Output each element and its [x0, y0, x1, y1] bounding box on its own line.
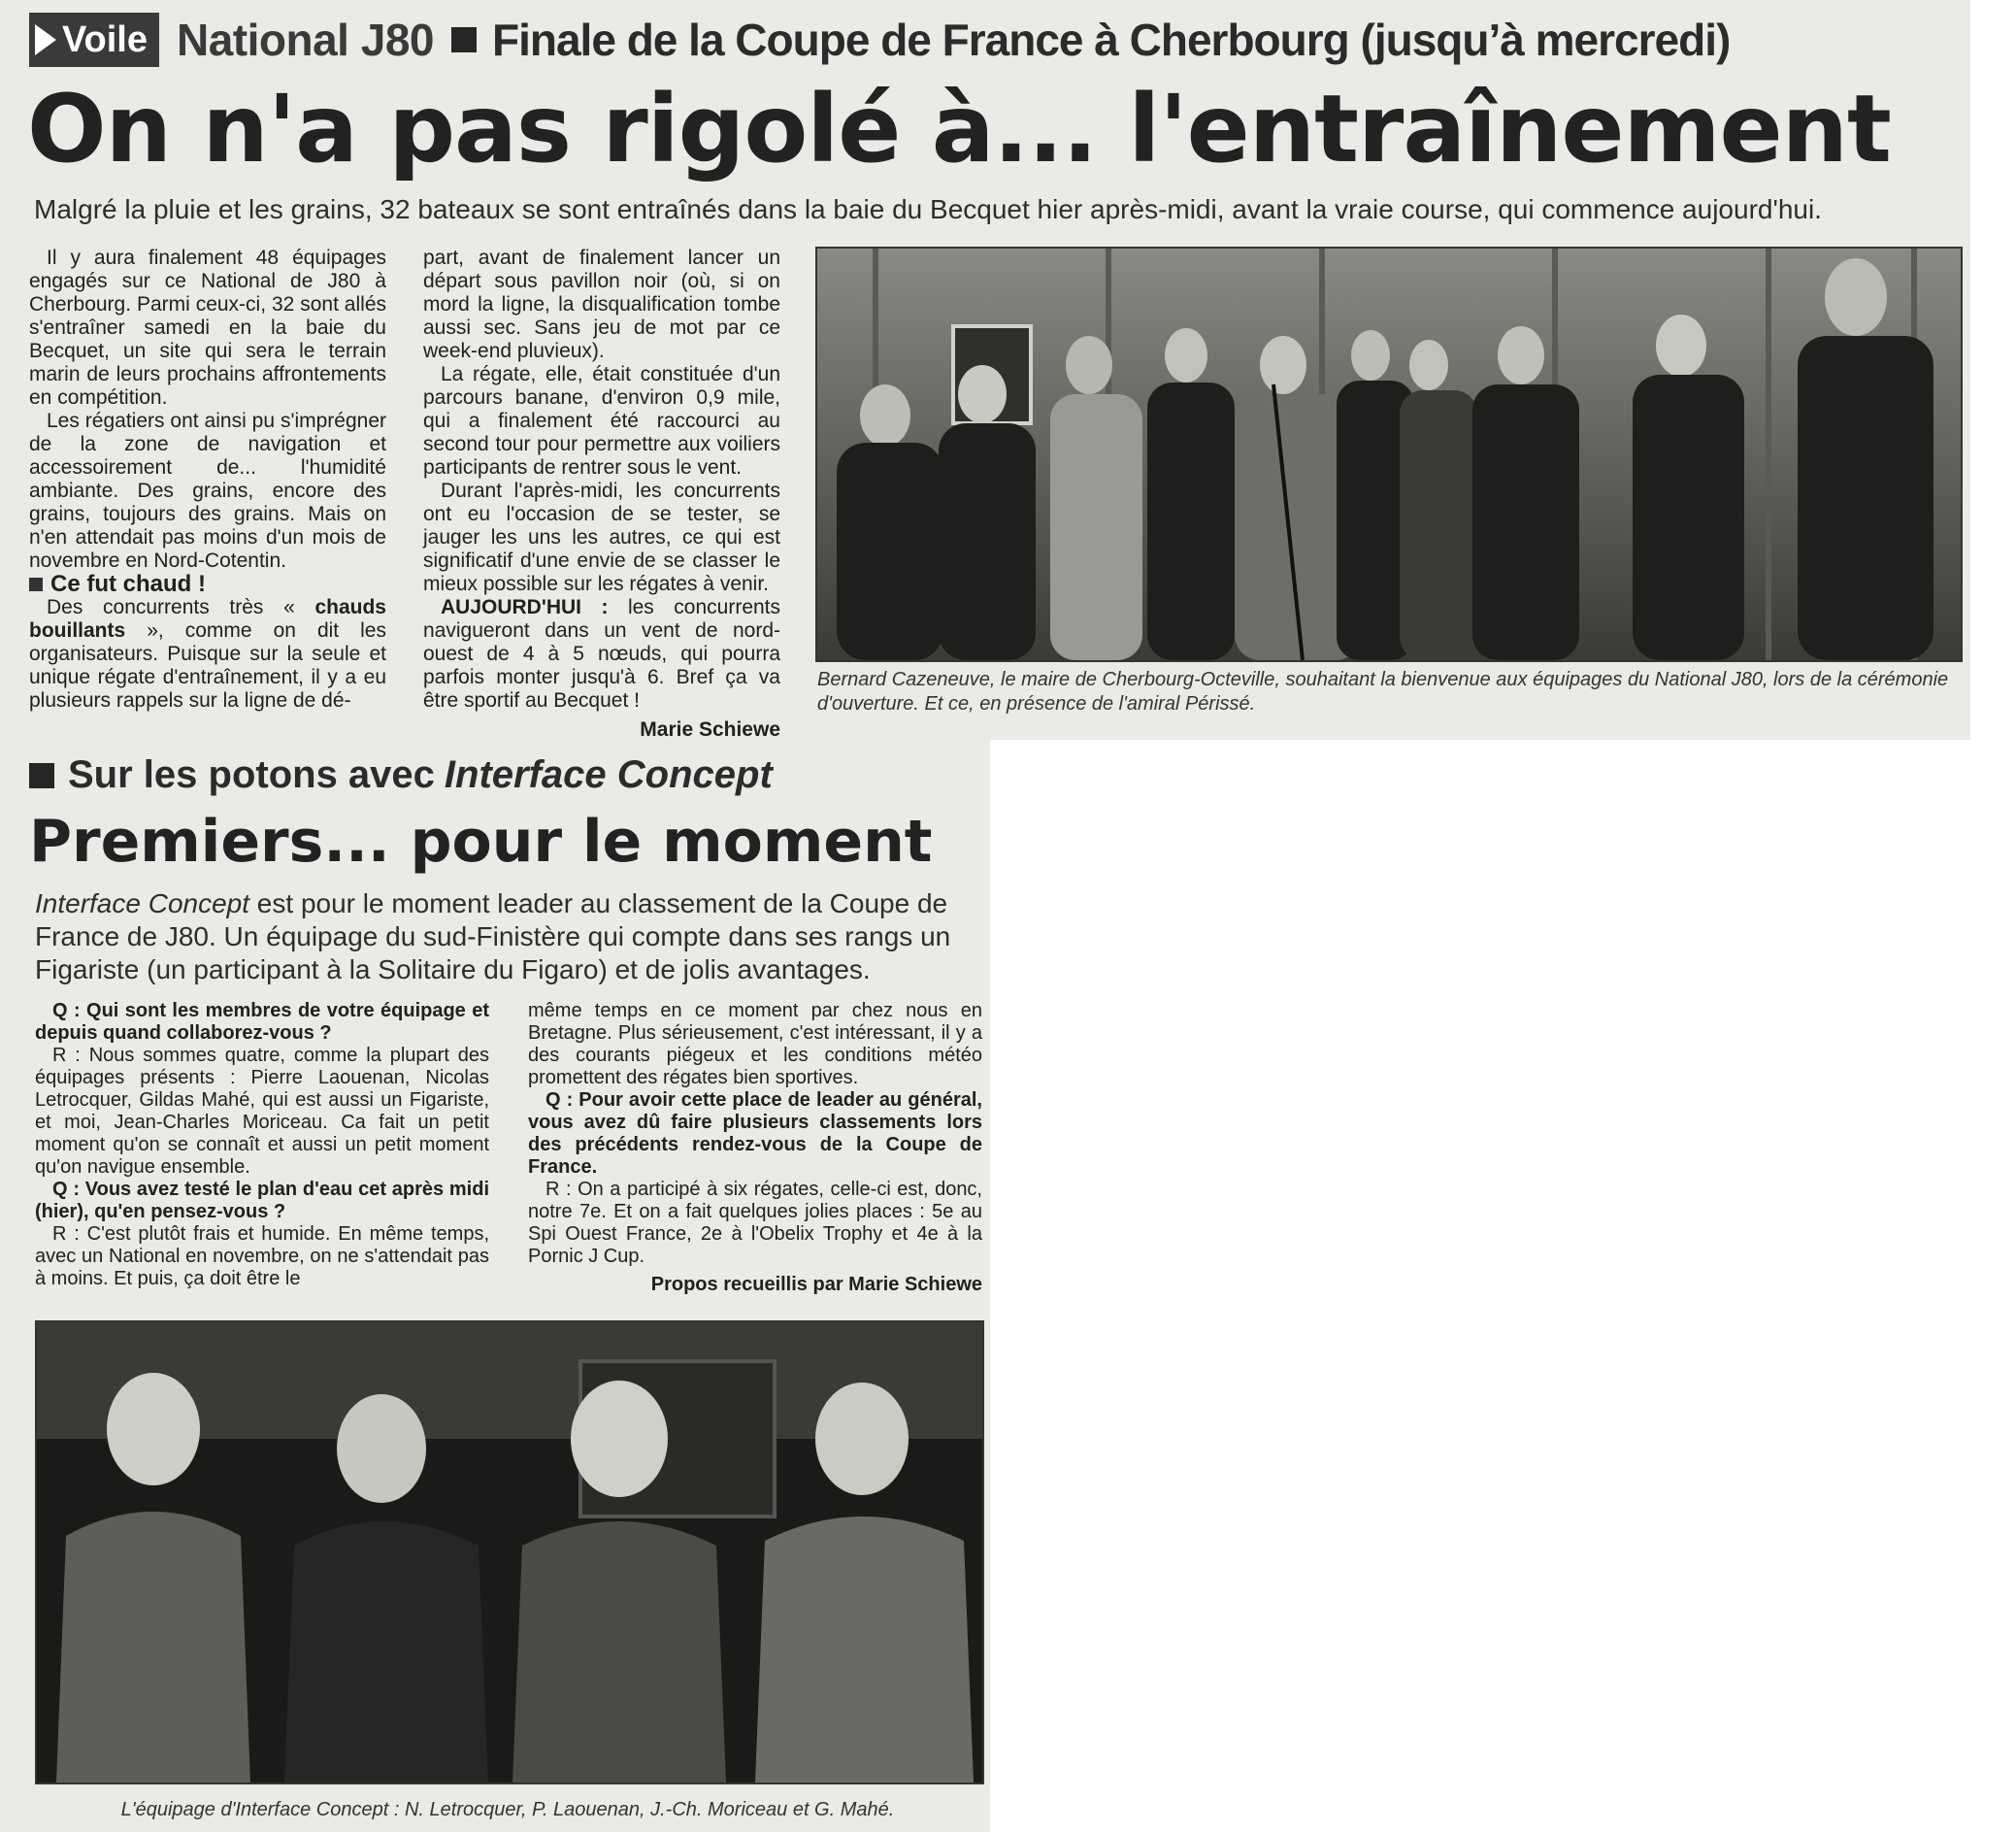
text: », comme on dit les organisateurs. Puisque sur la seule et unique régate d'entraînement, il y a eu plusieurs rappels sur la ligne de dé- [29, 619, 386, 712]
kicker-line [29, 12, 1730, 68]
crew-photo [35, 1320, 984, 1784]
text: Des concurrents très « [47, 596, 315, 618]
answer: R : On a participé à six régates, celle-ci est, donc, notre 7e. Et on a fait quelques jolies places : 5e au Spi Ouest France, 2e à l'Obelix Trophy et 4e à la Pornic J Cup. [528, 1179, 982, 1267]
answer: même temps en ce moment par chez nous en Bretagne. Plus sérieusement, c'est intéressant, il y a des courants piégeux et les conditions météo promettent des régates bien sportives. [528, 1000, 982, 1088]
bold-label: AUJOURD'HUI : [441, 596, 609, 618]
paragraph: La régate, elle, était constituée d'un parcours banane, d'environ 0,9 mile, qui a finalement été raccourci au second tour pour permettre aux voiliers participants de rentrer sous le vent. [423, 363, 780, 479]
question: Q : Pour avoir cette place de leader au général, vous avez dû faire plusieurs classements lors des précédents rendez-vous de la Coupe de France. [528, 1089, 982, 1178]
section-rubric [29, 13, 159, 67]
text: les concurrents navigueront dans un vent de nord-ouest de 4 à 5 nœuds, qui pourra parfois monter jusqu'à 6. Bref ça va être sportif au Becquet ! [423, 596, 781, 712]
crew-photo-caption: L'équipage d'Interface Concept : N. Letrocquer, P. Laouenan, J.-Ch. Moriceau et G. Mahé. [120, 1799, 895, 1820]
question: Q : Qui sont les membres de votre équipage et depuis quand collaborez-vous ? [35, 1000, 489, 1044]
ceremony-photo-graphic [817, 249, 1961, 660]
paragraph: Durant l'après-midi, les concurrents ont eu l'occasion de se tester, se jauger les uns les autres, ce qui est significatif d'une envie de se classer le mieux possible sur les régates à venir. [423, 480, 780, 595]
event-name: National J80 [177, 15, 434, 65]
answer: R : Nous sommes quatre, comme la plupart des équipages présents : Pierre Laouenan, Nicolas Letrocquer, Gildas Mahé, qui est aussi un Figariste, et moi, Jean-Charles Moriceau. Ca fait un petit moment qu'on se connaît et aussi un petit moment qu'on navigue ensemble. [35, 1045, 489, 1178]
standfirst-text: est pour le moment leader au classement de la Coupe de France de J80. Un équipage du sud-Finistère qui compte dans ses rangs un Figariste (un participant à la Solitaire du Figaro) et de jolis avantages. [35, 888, 951, 984]
subheading-text: Ce fut chaud ! [50, 571, 206, 597]
interview-column-2 [528, 1000, 982, 1296]
bold-text: chauds bouillants [29, 596, 386, 642]
headline: On n'a pas rigolé à... l'entraînement [27, 75, 1891, 183]
paragraph: Les régatiers ont ainsi pu s'imprégner de la zone de navigation et accessoirement de... l'humidité ambiante. Des grains, encore des grains, toujours des grains. Mais on n'en attendait pas moins d'un mois de novembre en Nord-Cotentin. [29, 410, 386, 572]
subheading [29, 573, 386, 596]
article2-standfirst [35, 887, 986, 986]
paragraph: Il y aura finalement 48 équipages engagés sur ce National de J80 à Cherbourg. Parmi ceux-ci, 32 sont allés s'entraîner samedi en la baie du Becquet, un site qui sera le terrain marin de leurs prochains affrontements en compétition. [29, 247, 386, 409]
byline: Marie Schiewe [640, 718, 780, 741]
crew-photo-graphic [37, 1322, 982, 1782]
article1-column-1 [29, 247, 386, 713]
ceremony-photo [815, 247, 1963, 662]
paragraph [423, 596, 780, 713]
paragraph [29, 596, 386, 713]
article2-headline: Premiers... pour le moment [29, 808, 933, 876]
rubric-label: Voile [62, 18, 148, 60]
paragraph: part, avant de finalement lancer un départ sous pavillon noir (où, si on mord la ligne, la disqualification tombe aussi sec. Sans jeu de mot par ce week-end pluvieux). [423, 247, 780, 362]
square-bullet-icon [29, 578, 43, 591]
byline: Propos recueillis par Marie Schiewe [650, 1274, 982, 1295]
interview-column-1 [35, 1000, 489, 1290]
kicker-text: Sur les potons avec [68, 753, 435, 796]
play-arrow-icon [35, 24, 56, 55]
answer: R : C'est plutôt frais et humide. En même temps, avec un National en novembre, on ne s'attendait pas à moins. Et puis, ça doit être le [35, 1223, 489, 1289]
article1-column-2 [423, 247, 780, 742]
square-bullet-icon [29, 763, 54, 788]
question: Q : Vous avez testé le plan d'eau cet après midi (hier), qu'en pensez-vous ? [35, 1179, 489, 1222]
ceremony-photo-caption: Bernard Cazeneuve, le maire de Cherbourg-Octeville, souhaitant la bienvenue aux équipages du National J80, lors de la cérémonie d'ouverture. Et ce, en présence de l'amiral Périssé. [817, 669, 1949, 715]
kicker-text: Finale de la Coupe de France à Cherbourg (jusqu’à mercredi) [492, 15, 1731, 65]
team-name: Interface Concept [444, 753, 773, 796]
standfirst: Malgré la pluie et les grains, 32 bateaux se sont entraînés dans la baie du Becquet hier après-midi, avant la vraie course, qui commence aujourd'hui. [34, 194, 1822, 224]
square-bullet-icon [451, 27, 477, 52]
article2-kicker [29, 753, 773, 797]
team-name: Interface Concept [35, 888, 250, 918]
